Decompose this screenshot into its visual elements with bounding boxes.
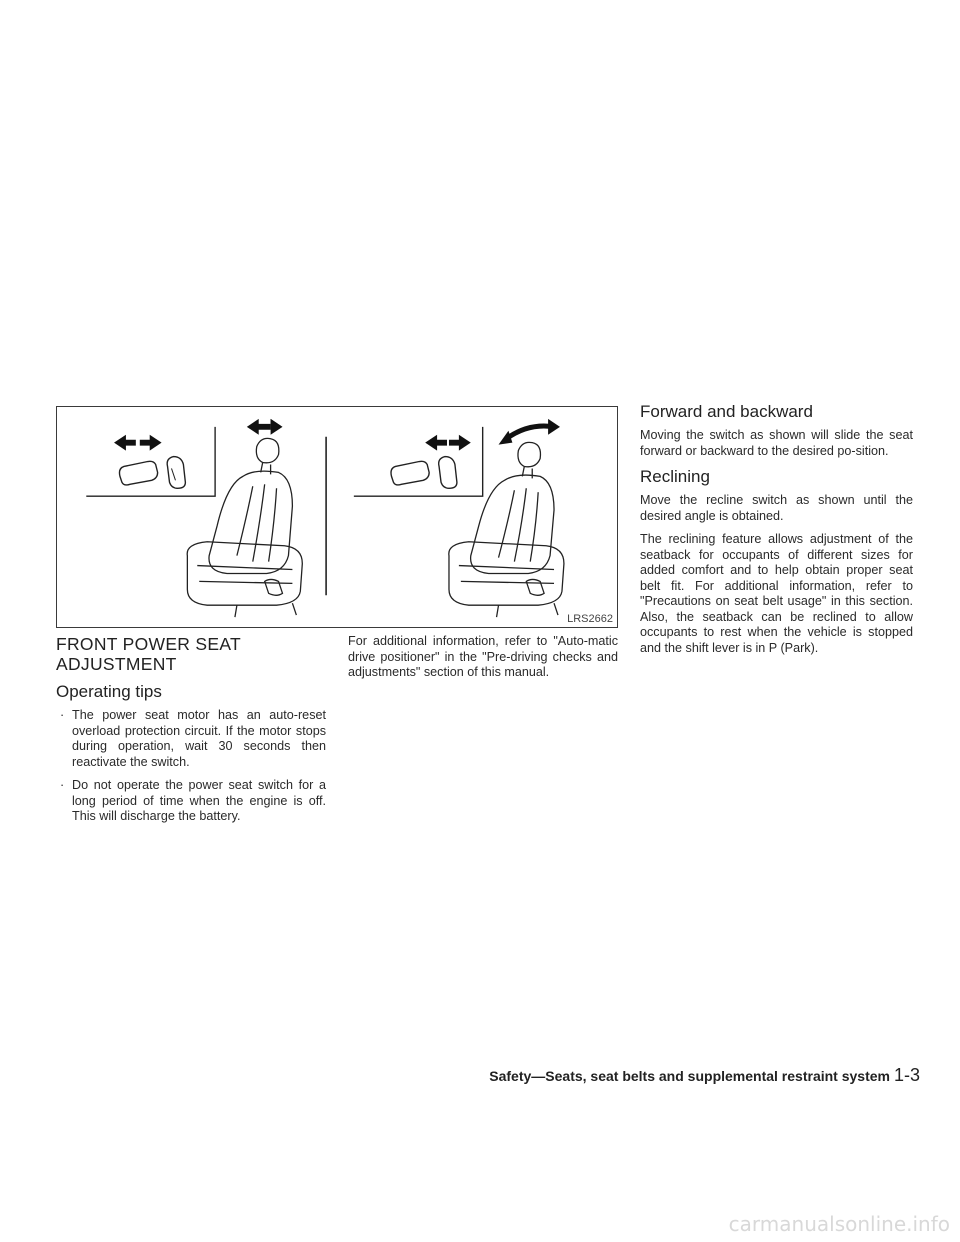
double-arrow-icon [425,435,471,451]
reclining-text-2: The reclining feature allows adjustment of the seatback for occupants of different sizes for added comfort and to help obtain proper seat belt fit. For additional information, refer to "Precautions on seat belt usage" in this section. Also, the seatback can be reclined to allow occupants to rest when the vehicle is stopped and the shift lever is in P (Park). [640,532,913,655]
operating-tips-heading: Operating tips [56,682,162,701]
column-2 [348,634,618,689]
footer-title: Safety—Seats, seat belts and supplemental restraint system [489,1068,890,1084]
forward-backward-heading: Forward and backward [640,402,813,421]
forward-backward-text: Moving the switch as shown will slide the seat forward or backward to the desired po-sition. [640,428,913,458]
list-item: · Do not operate the power seat switch for a long period of time when the engine is off. This will discharge the battery. [60,778,326,823]
seat-icon [187,438,302,617]
column-3 [640,402,913,664]
watermark: carmanualsonline.info [728,1212,950,1236]
page-number: 1-3 [893,1065,920,1085]
double-arrow-icon [114,435,162,451]
page-footer [489,1065,920,1086]
recline-arrow-icon [499,419,560,445]
operating-tips-list [56,708,326,825]
figure-id: LRS2662 [567,613,613,625]
bullet-icon: · [60,708,65,722]
seat-icon [449,442,564,617]
switch-back-left [167,457,185,489]
double-arrow-icon [247,419,283,435]
bullet-icon: · [60,778,65,792]
section-title: FRONT POWER SEAT ADJUSTMENT [56,634,241,674]
seat-adjustment-figure [56,406,618,628]
column-1 [56,634,326,833]
additional-info-paragraph: For additional information, refer to "Auto-matic drive positioner" in the "Pre-driving checks and adjustments" section of this manual. [348,634,618,679]
switch-cushion-left [119,461,157,485]
reclining-text-1: Move the recline switch as shown until the desired angle is obtained. [640,493,913,523]
list-item: · The power seat motor has an auto-reset overload protection circuit. If the motor stops during operation, wait 30 seconds then reactivate the switch. [60,708,326,769]
seat-illustration [57,407,617,627]
reclining-heading: Reclining [640,467,710,486]
